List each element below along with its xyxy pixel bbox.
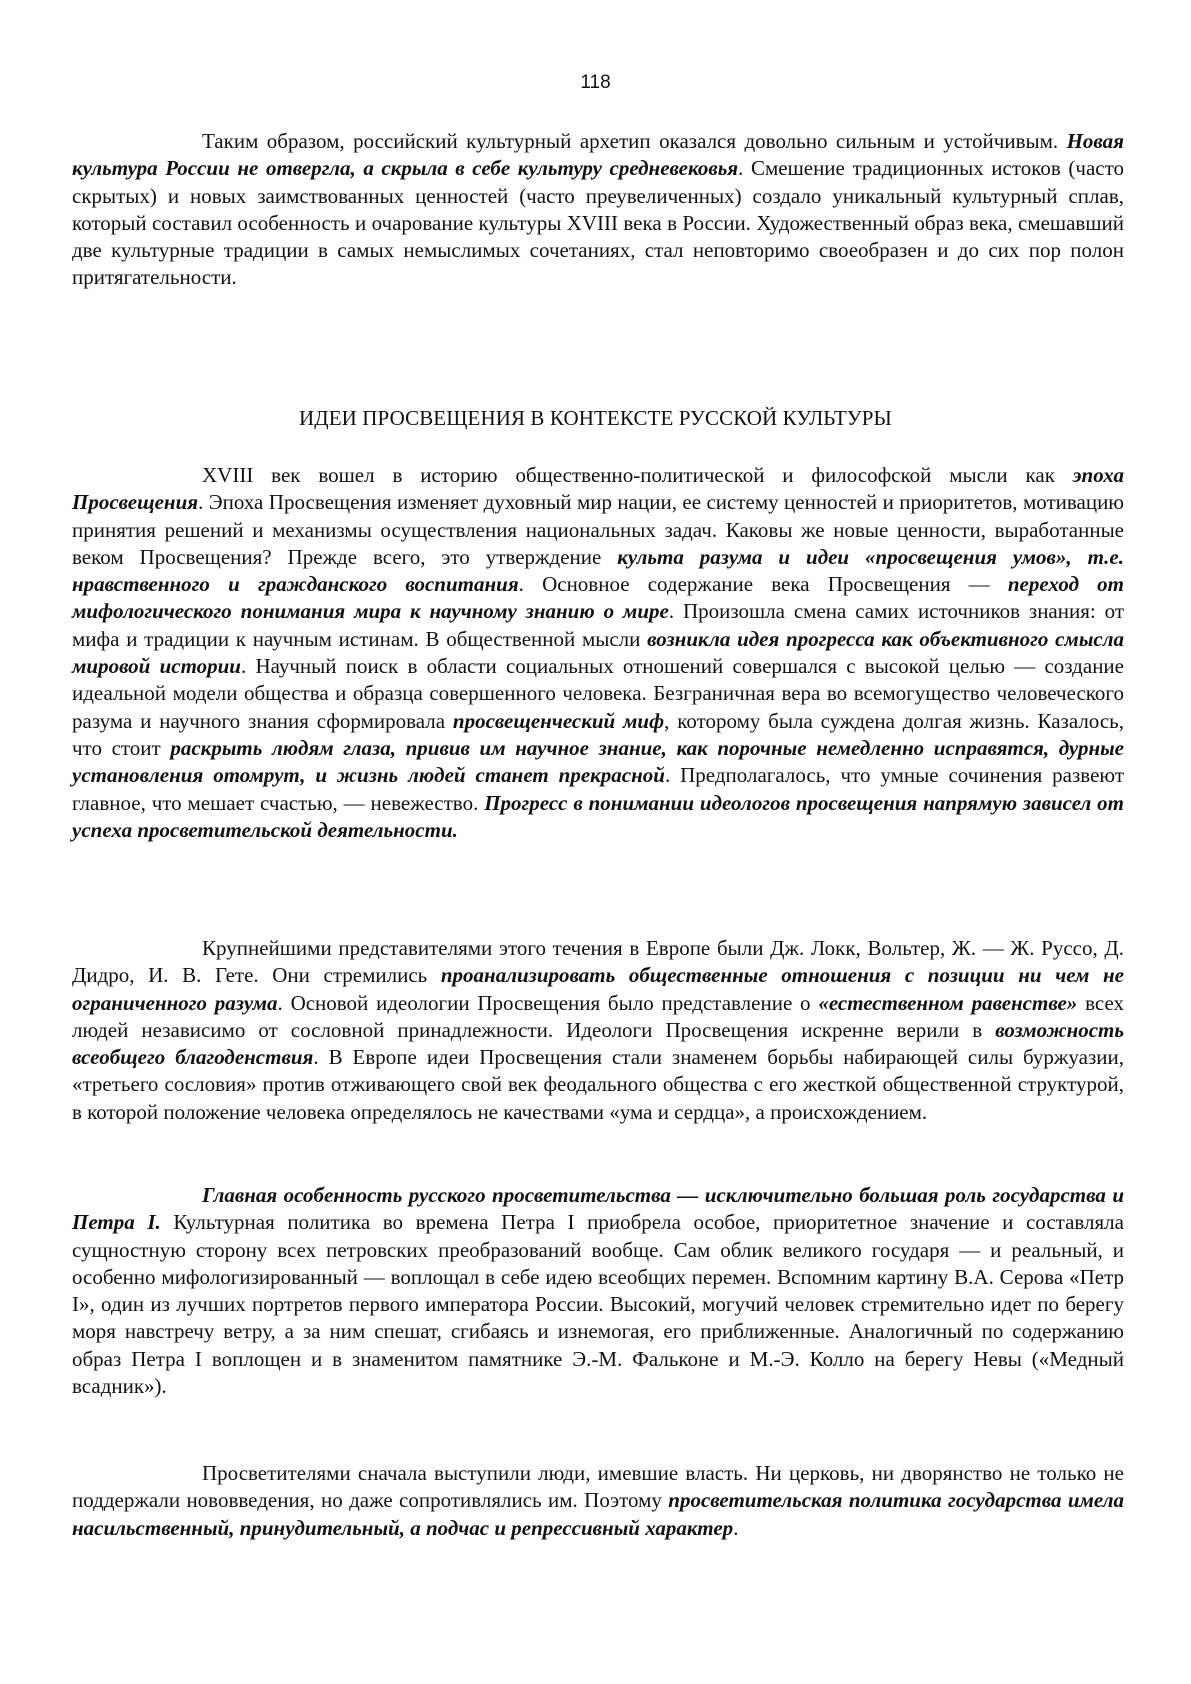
emphasis-run: просвещенческий миф <box>452 708 665 733</box>
paragraph-european-enlighteners <box>72 935 1124 1126</box>
text-run: Крупнейшими представителями этого течения в Европе были Дж. Локк, Вольтер, Ж. — Ж. Руссо, Д. Дидро, И. В. Гете. Они стремились <box>72 936 1124 988</box>
paragraph-conclusion <box>72 128 1124 292</box>
section-heading: ИДЕИ ПРОСВЕЩЕНИЯ В КОНТЕКСТЕ РУССКОЙ КУЛЬТУРЫ <box>299 406 892 430</box>
emphasis-run: просветительская политика государства имела насильственный, принудительный, а подчас и репрессивный характер <box>72 1488 1124 1540</box>
text-run: . Основное содержание века Просвещения — <box>518 572 1008 597</box>
text-run: Просветителями сначала выступили люди, имевшие власть. Ни церковь, ни дворянство не только не поддержали нововведения, но даже сопротивлялись им. Поэтому <box>72 1461 1124 1513</box>
text-run: . Смешение традиционных истоков (часто скрытых) и новых заимствованных ценностей (часто преувеличенных) создало уникальный культурный сплав, который составил особенность и очарование культуры XVIII века в России. Художественный образ века, смешавший две культурные традиции в самых немыслимых сочетаниях, стал неповторимо своеобразен и до сих пор полон притягательности. <box>72 156 1124 290</box>
emphasis-run: возникла идея прогресса как объективного смысла мировой истории <box>72 626 1124 679</box>
emphasis-run: переход от мифологического понимания мира к научному знанию о мире <box>72 572 1124 624</box>
text-run: Таким образом, российский культурный архетип оказался довольно сильным и устойчивым. <box>202 129 1067 153</box>
text-run: . Научный поиск в области социальных отношений совершался с высокой целью — создание идеальной модели общества и образца совершенного человека. Безграничная вера во всемогущество человеческого разума и научного знания сформировала <box>72 654 1124 733</box>
emphasis-run: «естественном равенстве» <box>818 990 1078 1015</box>
text-run: , которому была суждена долгая жизнь. Казалось, что стоит <box>72 708 1124 760</box>
text-run: . В Европе идеи Просвещения стали знаменем борьбы набирающей силы буржуазии, «третьего сословия» против отживающего свой век феодального общества с его жесткой общественной структурой, в которой положение человека определялось не качествами «ума и сердца», а происхождением. <box>72 1045 1124 1124</box>
text-run: . Основой идеологии Просвещения было представление о <box>277 990 819 1015</box>
emphasis-run: проанализировать общественные отношения с позиции ни чем не ограниченного разума <box>72 963 1125 1015</box>
emphasis-run: раскрыть людям глаза, привив им научное знание, как порочные немедленно исправятся, дурные установления отомрут, и жизнь людей станет прекрасной <box>72 735 1124 788</box>
text-run: . Произошла смена самих источников знания: от мифа и традиции к научным истинам. В общественной мысли <box>72 599 1124 651</box>
emphasis-run: Новая культура России не отвергла, а скрыла в себе культуру средневековья <box>72 129 1124 181</box>
text-run: . <box>733 1515 739 1540</box>
paragraph-enlighteners-power <box>72 1460 1124 1542</box>
emphasis-run: возможность всеобщего благоденствия <box>72 1017 1124 1070</box>
page-number: 118 <box>580 72 611 93</box>
text-run: Культурная политика во времена Петра I приобрела особое, приоритетное значение и составляла сущностную сторону всех петровских преобразований вообще. Сам облик великого государя — и реальный, и особенно мифологизированный — воплощал в себе идею всеобщих перемен. Вспомним картину В.А. Серова «Петр I», один из лучших портретов первого императора России. Высокий, могучий человек стремительно идет по берегу моря навстречу ветру, а за ним спешат, сгибаясь и изнемогая, его приближенные. Аналогичный по содержанию образ Петра I воплощен и в знаменитом памятнике Э.-М. Фальконе и М.-Э. Колло на берегу Невы («Медный всадник»). <box>72 1210 1124 1399</box>
text-run: . Эпоха Просвещения изменяет духовный мир нации, ее систему ценностей и приоритетов, мотивацию принятия решений и механизмы осуществления национальных задач. Каковы же новые ценности, выработанные веком Просвещения? Прежде всего, это утверждение <box>72 490 1124 569</box>
text-run: . Предполагалось, что умные сочинения развеют главное, что мешает счастью, — невежество. <box>72 763 1124 815</box>
emphasis-run: Главная особенность русского просветительства — исключительно большая роль государства и Петра I. <box>72 1183 1124 1235</box>
emphasis-run: эпоха Просвещения <box>72 463 1124 515</box>
paragraph-enlightenment-age <box>72 462 1124 844</box>
emphasis-run: Прогресс в понимании идеологов просвещения напрямую зависел от успеха просветительской деятельности. <box>72 790 1124 842</box>
text-run: всех людей независимо от сословной принадлежности. Идеологи Просвещения искренне верили в <box>72 990 1124 1042</box>
text-run: XVIII век вошел в историю общественно-политической и философской мысли как <box>202 463 1073 487</box>
emphasis-run: культа разума и идеи «просвещения умов», т.е. нравственного и гражданского воспитания <box>72 544 1124 597</box>
paragraph-russian-enlightenment <box>72 1182 1124 1400</box>
